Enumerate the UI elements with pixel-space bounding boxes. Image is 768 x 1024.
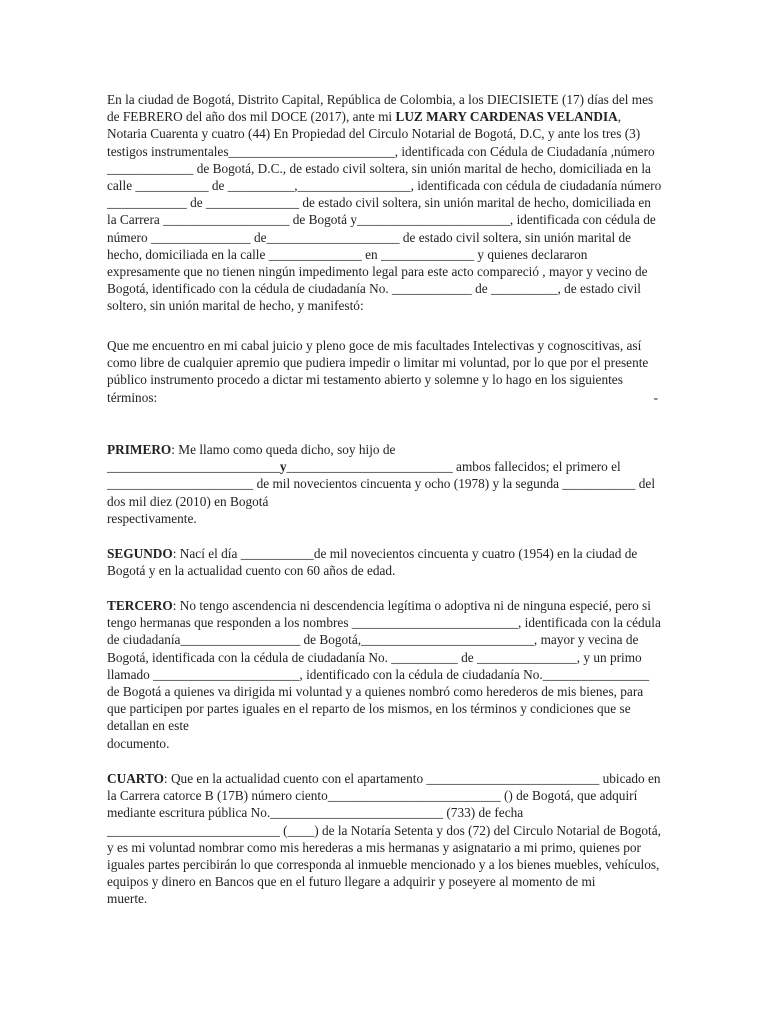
cuarto-text [107,770,662,890]
segundo-body: : Nací el día ___________de mil novecientos cincuenta y cuatro (1954) en la ciudad de Bogotá y en la actualidad cuento con 60 años de edad. [107,546,638,579]
cuarto-label: CUARTO [107,771,164,786]
clause-tercero [107,597,662,752]
intro-text-a: En la ciudad de Bogotá, Distrito Capital, República de Colombia, a los DIECISIETE (17) días del mes de FEBRERO del año dos mil DOCE (2017), ante mi [107,92,654,125]
clause-primero [107,441,662,527]
intro-paragraph [107,91,662,315]
notary-name: LUZ MARY CARDENAS VELANDIA [395,109,618,125]
tercero-tail: documento. [107,735,170,751]
intro-text [107,91,662,315]
segundo-label: SEGUNDO [107,546,173,561]
tercero-label: TERCERO [107,598,173,613]
cuarto-body: : Que en la actualidad cuento con el apartamento __________________________ ubicado en la Carrera catorce B (17B) número ciento__________________________ () de Bogotá, que adquirí mediante escritura pública No.__________________________ (733) de fecha __________________________ (____) de la Notaría Setenta y dos (72) del Circulo Notarial de Bogotá, y es mi voluntad nombrar como mis herederas a mis hermanas y asignatario a mi primo, quienes por iguales partes percibirán lo que corresponda al inmueble mencionado y a los bienes muebles, vehículos, equipos y dinero en Bancos que en el futuro llegare a adquirir y poseyere al momento de mi [107,771,661,890]
primero-label: PRIMERO [107,442,172,457]
declaration-paragraph [107,337,662,406]
primero-conj: y [279,459,287,475]
cuarto-tail: muerte. [107,891,148,907]
primero-text-b: _________________________ ambos fallecidos; el primero el ______________________ de mil novecientos cincuenta y ocho (1978) y la segunda ___________ del dos mil diez (2010) en Bogotá [107,459,656,509]
segundo-text [107,545,662,579]
clause-segundo [107,545,662,579]
declaration-text: Que me encuentro en mi cabal juicio y pleno goce de mis facultades Intelectivas y cognoscitivas, así como libre de cualquier apremio que pudiera impedir o limitar mi voluntad, por lo que por el presente público instrumento procedo a dictar mi testamento abierto y solemne y lo hago en los siguientes [107,338,649,388]
clause-cuarto [107,770,662,908]
declaration-tail: términos: [107,389,158,405]
primero-text [107,441,662,510]
tercero-text [107,597,662,735]
declaration-tail-line [107,389,662,406]
primero-tail: respectivamente. [107,510,197,526]
intro-text-b: , Notaria Cuarenta y cuatro (44) En Propiedad del Circulo Notarial de Bogotá, D.C, y ante los tres (3) testigos instrumentales_________________________, identificada con Cédula de Ciudadanía ,número _____________ de Bogotá, D.C., de estado civil soltera, sin unión marital de hecho, domiciliada en la calle ___________ de __________,_________________, identificada con cédula de ciudadanía número ____________ de ______________ de estado civil soltera, sin unión marital de hecho, domiciliada en la Carrera ___________________ de Bogotá y_______________________, identificada con cédula de número _______________ de____________________ de estado civil soltera, sin unión marital de hecho, domiciliada en la calle ______________ en ______________ y quienes declararon expresamente que no tienen ningún impedimento legal para este acto compareció , mayor y vecino de Bogotá, identificado con la cédula de ciudadanía No. ____________ de __________, de estado civil soltero, sin unión marital de hecho, y manifestó: [107,109,662,314]
tercero-body: : No tengo ascendencia ni descendencia legítima o adoptiva ni de ninguna especié, pero si tengo hermanas que responden a los nombres _________________________, identificada con la cédula de ciudadanía__________________ de Bogotá,__________________________, mayor y vecina de Bogotá, identificada con la cédula de ciudadanía No. __________ de _______________, y un primo llamado ______________________, identificado con la cédula de ciudadanía No.________________ de Bogotá a quienes va dirigida mi voluntad y a quienes nombró como herederos de mis bienes, para que participen por partes iguales en el reparto de los mismos, en los términos y condiciones que se detallan en este [107,598,661,734]
trailing-dash: - [653,389,658,405]
primero-text-a: : Me llamo como queda dicho, soy hijo de __________________________ [107,442,396,475]
